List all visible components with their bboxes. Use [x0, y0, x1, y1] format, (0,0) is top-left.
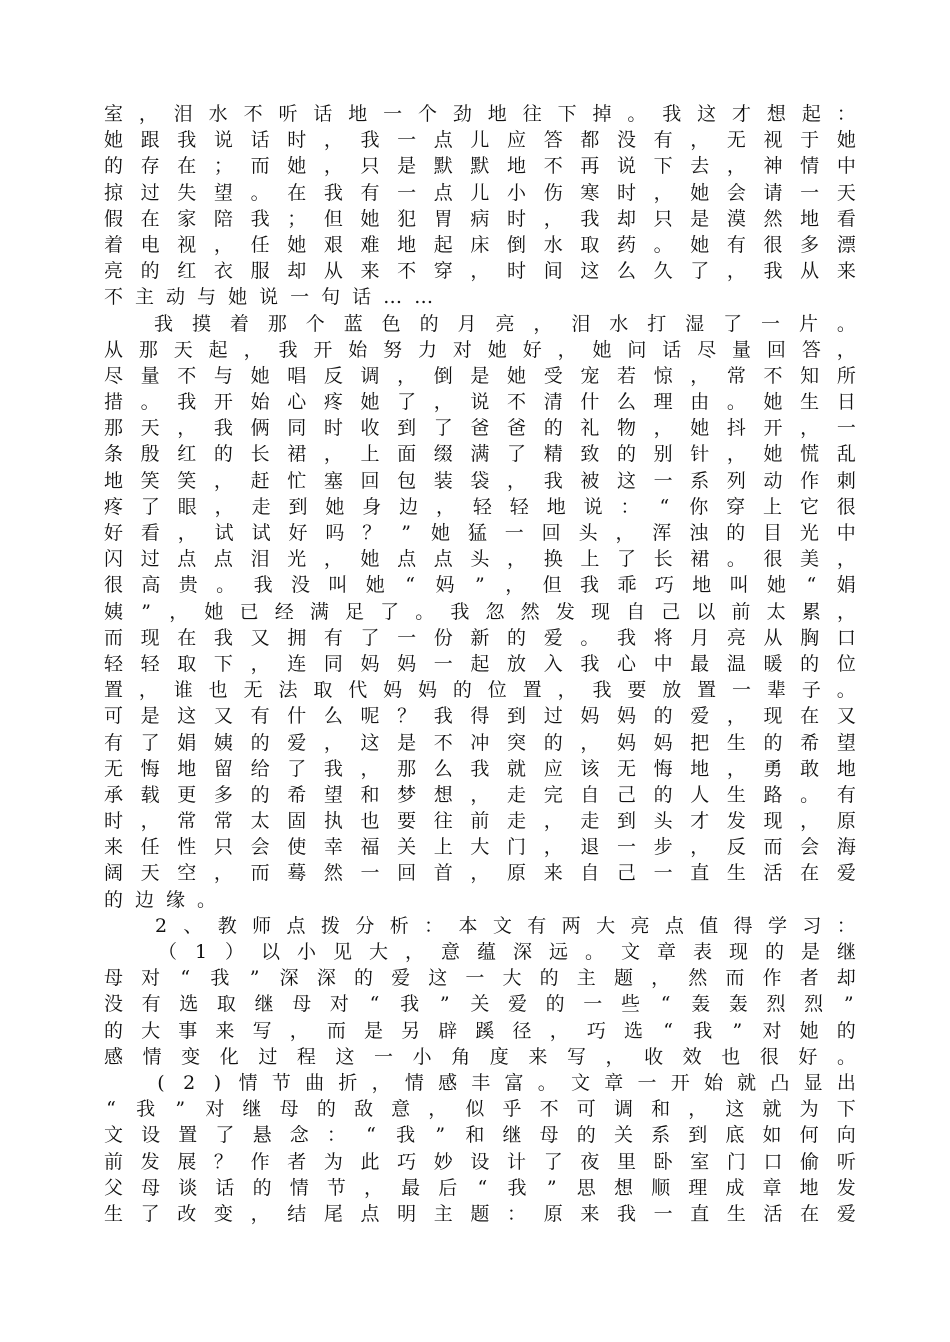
- text-line: 无 悔 地 留 给 了 我 ， 那 么 我 就 应 该 无 悔 地 ， 勇 敢 地: [104, 757, 856, 780]
- text-line: 2 、 教 师 点 拨 分 析 ： 本 文 有 两 大 亮 点 值 得 学 习 ：: [154, 914, 856, 937]
- text-line: 生 了 改 变 ， 结 尾 点 明 主 题 ： 原 来 我 一 直 生 活 在 爱: [104, 1202, 856, 1225]
- text-line: 有 了 娟 姨 的 爱 ， 这 是 不 冲 突 的 ， 妈 妈 把 生 的 希 望: [104, 731, 856, 754]
- text-line: （ 1 ） 以 小 见 大 ， 意 蕴 深 远 。 文 章 表 现 的 是 继: [158, 941, 856, 963]
- text-line: 感 情 变 化 过 程 这 一 小 角 度 来 写 ， 收 效 也 很 好 。: [104, 1045, 856, 1068]
- text-line: 母 对 “ 我 ” 深 深 的 爱 这 一 大 的 主 题 ， 然 而 作 者 却: [104, 967, 856, 990]
- text-line: 室 ， 泪 水 不 听 话 地 一 个 劲 地 往 下 掉 。 我 这 才 想 起 ：: [104, 103, 856, 125]
- text-line: 她 跟 我 说 话 时 ， 我 一 点 儿 应 答 都 没 有 ， 无 视 于 她: [104, 129, 856, 152]
- text-line: 姨 ” ， 她 已 经 满 足 了 。 我 忽 然 发 现 自 己 以 前 太 累 ，: [104, 600, 856, 623]
- text-line: 轻 轻 取 下 ， 连 同 妈 妈 一 起 放 入 我 心 中 最 温 暖 的 位: [104, 652, 856, 675]
- text-line: 来 任 性 只 会 使 幸 福 关 上 大 门 ， 退 一 步 ， 反 而 会 海: [104, 836, 856, 859]
- text-line: 而 现 在 我 又 拥 有 了 一 份 新 的 爱 。 我 将 月 亮 从 胸 口: [104, 626, 856, 649]
- text-line: ( 2 ) 情 节 曲 折 ， 情 感 丰 富 。 文 章 一 开 始 就 凸 显 出: [157, 1071, 856, 1094]
- text-line: 好 看 ， 试 试 好 吗 ？ ” 她 猛 一 回 头 ， 浑 浊 的 目 光 中: [104, 522, 856, 544]
- text-line: 文 设 置 了 悬 念 ： “ 我 ” 和 继 母 的 关 系 到 底 如 何 向: [104, 1124, 856, 1147]
- text-line: 时 ， 常 常 太 固 执 也 要 往 前 走 ， 走 到 头 才 发 现 ， 原: [104, 810, 856, 833]
- text-line: 条 殷 红 的 长 裙 ， 上 面 缀 满 了 精 致 的 别 针 ， 她 慌 乱: [104, 443, 856, 466]
- text-line: 不 主 动 与 她 说 一 句 话 … …: [104, 286, 434, 309]
- text-line: 的 大 事 来 写 ， 而 是 另 辟 蹊 径 ， 巧 选 “ 我 ” 对 她 的: [104, 1019, 856, 1042]
- text-line: 我 摸 着 那 个 蓝 色 的 月 亮 ， 泪 水 打 湿 了 一 片 。: [154, 312, 856, 335]
- text-line: 阔 天 空 ， 而 蓦 然 一 回 首 ， 原 来 自 己 一 直 生 活 在 爱: [104, 862, 856, 885]
- text-line: 承 载 更 多 的 希 望 和 梦 想 ， 走 完 自 己 的 人 生 路 。 有: [104, 783, 856, 806]
- text-line: 置 ， 谁 也 无 法 取 代 妈 妈 的 位 置 ， 我 要 放 置 一 辈 子 。: [104, 679, 856, 702]
- text-line: 闪 过 点 点 泪 光 ， 她 点 点 头 ， 换 上 了 长 裙 。 很 美 ，: [104, 548, 856, 571]
- text-line: 尽 量 不 与 她 唱 反 调 ， 倒 是 她 受 宠 若 惊 ， 常 不 知 所: [104, 364, 856, 387]
- text-line: 的 边 缘 。: [104, 888, 217, 911]
- text-line: 的 存 在 ； 而 她 ， 只 是 默 默 地 不 再 说 下 去 ， 神 情 中: [104, 155, 856, 178]
- text-line: 措 。 我 开 始 心 疼 她 了 ， 说 不 清 什 么 理 由 。 她 生 日: [104, 391, 856, 414]
- text-line: 前 发 展 ？ 作 者 为 此 巧 妙 设 计 了 夜 里 卧 室 门 口 偷 听: [104, 1150, 856, 1173]
- text-line: 父 母 谈 话 的 情 节 ， 最 后 “ 我 ” 思 想 顺 理 成 章 地 发: [104, 1176, 856, 1199]
- text-line: 着 电 视 ， 任 她 艰 难 地 起 床 倒 水 取 药 。 她 有 很 多 漂: [104, 233, 856, 256]
- text-line: 亮 的 红 衣 服 却 从 来 不 穿 ， 时 间 这 么 久 了 ， 我 从 来: [104, 260, 856, 283]
- text-line: 地 笑 笑 ， 赶 忙 塞 回 包 装 袋 ， 我 被 这 一 系 列 动 作 刺: [104, 469, 856, 492]
- text-line: 从 那 天 起 ， 我 开 始 努 力 对 她 好 ， 她 问 话 尽 量 回 答 ，: [104, 338, 856, 361]
- body-text: [104, 101, 856, 1227]
- text-line: 那 天 ， 我 俩 同 时 收 到 了 爸 爸 的 礼 物 ， 她 抖 开 ， 一: [104, 417, 856, 440]
- text-line: 很 高 贵 。 我 没 叫 她 “ 妈 ” ， 但 我 乖 巧 地 叫 她 “ 娟: [104, 574, 856, 597]
- text-line: 掠 过 失 望 。 在 我 有 一 点 儿 小 伤 寒 时 ， 她 会 请 一 天: [104, 181, 856, 204]
- text-line: 没 有 选 取 继 母 对 “ 我 ” 关 爱 的 一 些 “ 轰 轰 烈 烈 ”: [104, 993, 854, 1016]
- text-line: 假 在 家 陪 我 ； 但 她 犯 胃 病 时 ， 我 却 只 是 漠 然 地 看: [104, 207, 856, 230]
- text-line: “ 我 ” 对 继 母 的 敌 意 ， 似 乎 不 可 调 和 ， 这 就 为 下: [106, 1098, 856, 1121]
- text-line: 疼 了 眼 ， 走 到 她 身 边 ， 轻 轻 地 说 ： “ 你 穿 上 它 很: [104, 495, 856, 518]
- text-line: 可 是 这 又 有 什 么 呢 ？ 我 得 到 过 妈 妈 的 爱 ， 现 在 又: [104, 705, 856, 728]
